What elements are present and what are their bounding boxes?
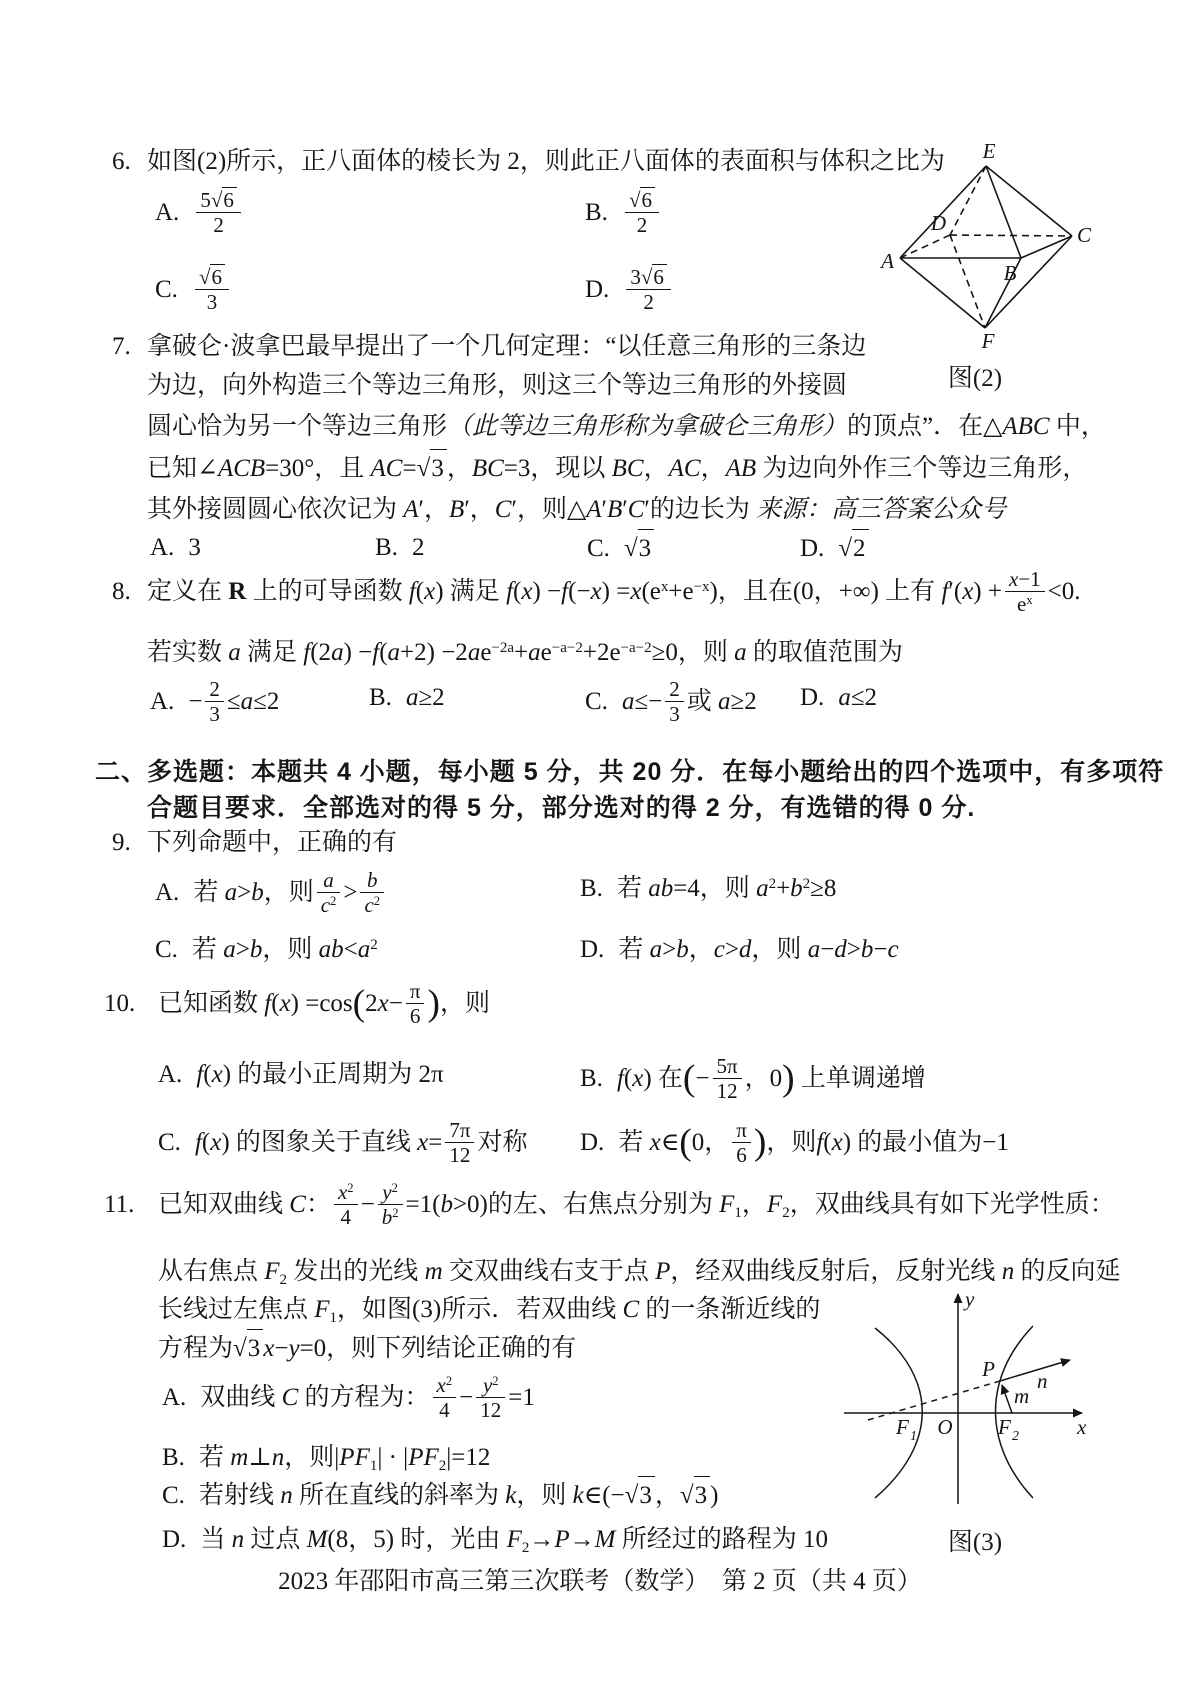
section-2-header-line1: 二、多选题：本题共 4 小题，每小题 5 分，共 20 分．在每小题给出的四个选项中，有多项符 <box>95 758 1165 786</box>
option-value: a≥2 <box>405 684 445 711</box>
question-7-stem-line3: 圆心恰为另一个等边三角形（此等边三角形称为拿破仑三角形）的顶点”．在△ABC 中， <box>147 413 1106 440</box>
option-value: √3 <box>624 535 654 562</box>
question-6-option-b <box>585 189 662 239</box>
question-11-option-a <box>162 1375 535 1424</box>
option-label: A. <box>155 198 180 226</box>
question-8-stem-line1 <box>112 569 1081 618</box>
figure-3-hyperbola <box>838 1286 1100 1512</box>
question-6-text: 如图(2)所示，正八面体的棱长为 2，则此正八面体的表面积与体积之比为 <box>147 148 945 175</box>
question-11-number: 11. <box>104 1191 135 1219</box>
option-value: $\frac{√6}{2}$ <box>622 199 662 226</box>
option-label: C. <box>155 936 178 963</box>
reverse-extension-dashed-line <box>868 1381 1000 1420</box>
section-2-header-line2: 合题目要求．全部选对的得 5 分，部分选对的得 2 分，有选错的得 0 分. <box>147 794 976 822</box>
question-7-stem-line2: 为边，向外构造三个等边三角形，则这三个等边三角形的外接圆 <box>147 372 848 399</box>
option-label: A. <box>158 1061 183 1088</box>
option-label: D. <box>162 1526 187 1553</box>
option-label: B. <box>580 1065 603 1093</box>
option-value: f(x) 在(− $\frac{5\pi}{12}$ ，0) 上单调递增 <box>616 1054 926 1104</box>
question-7-number: 7. <box>112 333 131 360</box>
option-value: f(x) 的图象关于直线 x= $\frac{7\pi}{12}$ 对称 <box>194 1118 528 1168</box>
ray-m-label: m <box>1014 1384 1030 1408</box>
option-label: B. <box>162 1444 185 1471</box>
question-7-stem-line5: 其外接圆圆心依次记为 A′，B′，C′，则△A′B′C′的边长为 来源：高三答案公众号 <box>147 496 1007 523</box>
question-10-text: 已知函数 f(x) =cos(2x− $\frac{\pi}{6}$ )，则 <box>158 979 490 1029</box>
y-axis-label: y <box>965 1287 975 1311</box>
question-9-stem <box>112 824 397 862</box>
ray-n-label: n <box>1037 1369 1048 1393</box>
option-label: A. <box>150 688 175 716</box>
option-value: 2 <box>411 534 425 561</box>
question-10-number: 10. <box>104 990 136 1018</box>
option-value: 3 <box>188 534 201 561</box>
question-9-option-c <box>155 931 378 969</box>
option-value: a≤2 <box>838 684 878 711</box>
question-7-option-a <box>150 529 201 567</box>
question-11-option-c <box>162 1476 718 1515</box>
vertex-label-c: C <box>1077 223 1092 247</box>
question-6-option-a <box>155 189 244 239</box>
option-label: B. <box>580 875 603 902</box>
option-value: 双曲线 C 的方程为： $\frac{x^2}{4}$ − $\frac{y^2}{12}$ =1 <box>200 1373 535 1423</box>
ray-n <box>1000 1360 1070 1381</box>
question-10-option-d <box>580 1120 1009 1169</box>
option-label: C. <box>155 275 178 303</box>
question-9-text: 下列命题中，正确的有 <box>147 829 398 856</box>
option-label: D. <box>580 936 605 963</box>
question-6-option-d <box>585 266 674 316</box>
option-label: C. <box>585 688 608 716</box>
option-label: D. <box>580 1129 605 1157</box>
vertex-label-e: E <box>982 139 996 163</box>
question-8-text: 定义在 R 上的可导函数 f(x) 满足 $f(x) -f(-x) =x(e^x+e^{-x})$，且在(0，+∞) 上有 f′(x) + $\frac{x-1}{e^x}$ <0. <box>147 567 1081 617</box>
option-label: D. <box>800 535 825 562</box>
point-p-label: P <box>982 1357 995 1381</box>
option-value: 若射线 n 所在直线的斜率为 k，则 k∈(−√3 ，√3 ) <box>199 1482 719 1509</box>
focus-2-subscript: 2 <box>1012 1429 1019 1444</box>
option-label: B. <box>375 534 398 561</box>
vertex-label-f: F <box>981 329 995 353</box>
question-9-option-d <box>580 931 899 969</box>
option-label: A. <box>150 534 175 561</box>
option-label: A. <box>155 879 180 907</box>
question-11-option-d <box>162 1521 828 1559</box>
question-11-stem-line4: 方程为√3 x−y=0，则下列结论正确的有 <box>158 1329 576 1368</box>
question-10-option-c <box>158 1120 528 1169</box>
option-label: D. <box>800 684 825 711</box>
option-value: $\frac{5√6}{2}$ <box>193 199 244 226</box>
question-9-option-a <box>155 870 387 919</box>
option-label: C. <box>587 535 610 562</box>
question-7-stem-line4: 已知∠ACB=30°，且 AC=√3 ，BC=3，现以 BC，AC，AB 为边向外作三个等边三角形， <box>147 449 1087 488</box>
option-value: 若 a>b，c>d，则 a−d>b−c <box>618 936 899 963</box>
option-label: A. <box>162 1384 187 1412</box>
question-9-option-b <box>580 870 836 908</box>
option-value: $\frac{√6}{3}$ <box>192 276 232 303</box>
option-label: C. <box>158 1129 181 1157</box>
question-6-number: 6. <box>112 148 131 175</box>
ray-m <box>1002 1385 1012 1413</box>
option-label: C. <box>162 1482 185 1509</box>
option-label: D. <box>585 275 610 303</box>
question-7-option-b <box>375 529 424 567</box>
option-label: B. <box>369 684 392 711</box>
option-label: B. <box>585 198 608 226</box>
vertex-label-b: B <box>1003 261 1017 285</box>
focus-2-label: F <box>998 1415 1011 1439</box>
option-value: 若 x∈(0， $\frac{\pi}{6}$ )，则f(x) 的最小值为−1 <box>618 1118 1009 1168</box>
figure-2-octahedron <box>858 128 1108 356</box>
option-value: f(x) 的最小正周期为 2π <box>196 1061 444 1088</box>
question-10-option-a <box>158 1056 444 1094</box>
option-value: $\frac{3√6}{2}$ <box>623 276 674 303</box>
option-value: 若 a>b，则 $\frac{a}{c^2}$ > $\frac{b}{c^2}$ <box>193 879 387 906</box>
question-7-text: 拿破仑·波拿巴最早提出了一个几何定理：“以任意三角形的三条边 <box>147 333 867 360</box>
question-11-option-b <box>162 1439 490 1477</box>
focus-1-subscript: 1 <box>910 1429 917 1444</box>
figure-3-caption: 图(3) <box>947 1529 1003 1556</box>
option-value: 若 ab=4，则 $a^2+b^2\ge 8$ <box>616 875 837 902</box>
question-11-stem-line2: 从右焦点 F2 发出的光线 m 交双曲线右支于点 P，经双曲线反射后，反射光线 n 的反向延 <box>158 1258 1121 1288</box>
option-value: a≤− $\frac{2}{3}$ 或 a≥2 <box>621 677 757 727</box>
question-11-stem-line3: 长线过左焦点 F1，如图(3)所示．若双曲线 C 的一条渐近线的 <box>158 1296 821 1326</box>
question-7-option-d <box>800 529 869 568</box>
figure-2-caption: 图(2) <box>947 365 1003 392</box>
option-value: 若 a>b，则 $ab<a^2$ <box>191 936 378 963</box>
question-10-stem <box>104 981 490 1030</box>
question-11-stem-line1 <box>104 1182 1115 1231</box>
question-8-option-a <box>150 679 279 728</box>
question-6-option-c <box>155 266 232 316</box>
question-8-number: 8. <box>112 578 131 606</box>
vertex-label-d: D <box>930 211 946 235</box>
question-8-option-b <box>369 679 445 717</box>
question-6-stem <box>112 143 945 181</box>
question-8-option-d <box>800 679 877 717</box>
question-8-stem-line2: 若实数 a 满足 $f(2a) -f(a+2) -2ae^{-2a}+ae^{-a-2}+2e^{-a-2}\ge 0$，则 a 的取值范围为 <box>147 639 903 666</box>
question-7-option-c <box>587 529 654 568</box>
option-value: − $\frac{2}{3}$ ≤a≤2 <box>188 677 280 727</box>
option-value: √2 <box>838 535 868 562</box>
option-value: 当 n 过点 M(8，5) 时，光由 F2→P→M 所经过的路程为 10 <box>200 1526 828 1556</box>
option-value: 若 m⊥n，则|PF1| · |PF2|=12 <box>198 1444 491 1474</box>
question-8-option-c <box>585 679 757 728</box>
question-11-text: 已知双曲线 C： $\frac{x^2}{4}$ − $\frac{y^2}{b^2}$ =1(b>0)的左、右焦点分别为 F1，F2，双曲线具有如下光学性质： <box>158 1180 1115 1230</box>
hyperbola-right-branch <box>996 1326 1034 1498</box>
page-footer: 2023 年邵阳市高三第三次联考（数学） 第 2 页（共 4 页） <box>278 1568 922 1595</box>
x-axis-label: x <box>1077 1415 1087 1439</box>
question-9-number: 9. <box>112 829 131 856</box>
question-7-stem-line1 <box>112 328 866 366</box>
vertex-label-a: A <box>881 249 894 273</box>
question-10-option-b <box>580 1056 926 1105</box>
focus-1-label: F <box>896 1415 909 1439</box>
origin-label: O <box>937 1415 953 1439</box>
